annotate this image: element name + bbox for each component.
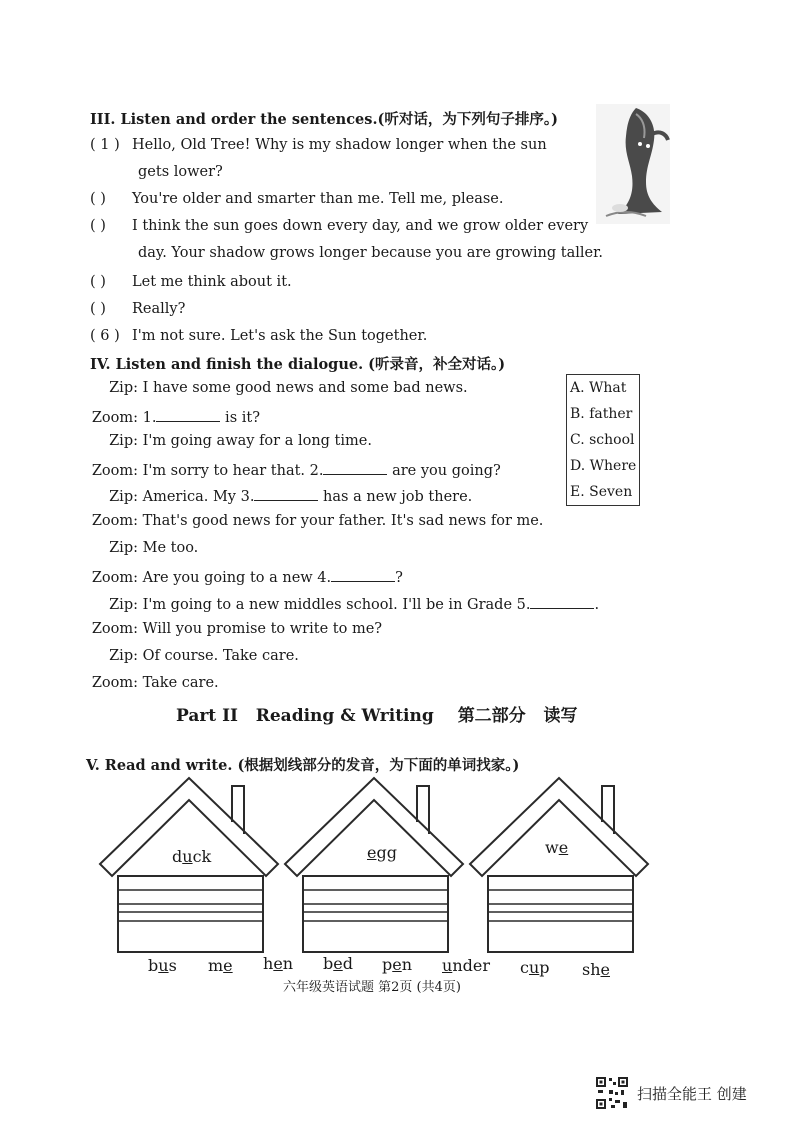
dialogue-line-3 [82, 433, 372, 449]
speaker: Zip: [109, 380, 138, 396]
dialogue-text: I'm going to a new middles school. I'll be in Grade 5. [142, 597, 531, 613]
dialogue-line-4 [82, 460, 501, 479]
blank-2[interactable] [323, 460, 387, 475]
dialogue-text: America. My 3. [142, 489, 255, 505]
options-box [566, 374, 640, 506]
order-item-6 [90, 328, 427, 344]
speaker: Zoom: [91, 513, 138, 529]
option-b: B. father [570, 406, 633, 422]
dialogue-text: 1. [142, 410, 157, 426]
qr-code-icon [595, 1076, 629, 1114]
dialogue-line-11 [82, 648, 299, 664]
dialogue-line-10 [82, 621, 382, 637]
dialogue-text: That's good news for your father. It's sad news for me. [142, 513, 544, 529]
order-item-text: Let me think about it. [132, 274, 292, 290]
dialogue-text: is it? [220, 410, 260, 426]
section-3-title: III. Listen and order the sentences.(听对话，为下列句子排序。) [90, 111, 558, 128]
order-item-4 [90, 274, 292, 290]
speaker: Zip: [109, 540, 138, 556]
blank-4[interactable] [331, 567, 395, 582]
dialogue-text: I'm sorry to hear that. 2. [142, 463, 324, 479]
order-item-3 [90, 218, 588, 234]
part-2-title-cn: 第二部分 读写 [457, 706, 578, 726]
dialogue-line-9 [82, 594, 599, 613]
blank-1[interactable] [156, 407, 220, 422]
tree-illustration [596, 104, 670, 228]
order-item-5 [90, 301, 185, 317]
blank-3[interactable] [254, 486, 318, 501]
order-item-text: I'm not sure. Let's ask the Sun together. [132, 328, 428, 344]
order-slot-3[interactable]: ( ) [90, 218, 106, 234]
section-4-title: IV. Listen and finish the dialogue. (听录音，补全对话。) [90, 356, 506, 373]
word-hen[interactable]: hen [263, 954, 294, 973]
speaker: Zip: [109, 648, 138, 664]
dialogue-line-12 [82, 675, 219, 691]
option-c: C. school [570, 432, 635, 448]
speaker: Zip: [109, 597, 138, 613]
dialogue-line-5 [82, 486, 472, 505]
speaker: Zoom: [91, 570, 138, 586]
dialogue-text: Are you going to a new 4. [142, 570, 332, 586]
word-cup[interactable]: cup [520, 958, 550, 977]
dialogue-text: . [594, 597, 600, 613]
order-item-1-cont: gets lower? [138, 164, 223, 180]
house-3 [470, 778, 648, 952]
order-slot-6[interactable]: ( 6 ) [90, 328, 120, 344]
option-d: D. Where [570, 458, 637, 474]
part-2-title-en: Part II Reading & Writing [176, 706, 434, 726]
option-a: A. What [570, 380, 627, 396]
dialogue-line-7 [82, 540, 198, 556]
dialogue-line-6 [82, 513, 543, 529]
order-item-text: You're older and smarter than me. Tell me, please. [132, 191, 504, 207]
house-label-duck: duck [172, 847, 212, 866]
word-she[interactable]: she [582, 960, 610, 979]
order-slot-5[interactable]: ( ) [90, 301, 106, 317]
section-5-title: V. Read and write. (根据划线部分的发音，为下面的单词找家。) [86, 757, 520, 774]
order-item-text: I think the sun goes down every day, and we grow older every [132, 218, 589, 234]
blank-5[interactable] [530, 594, 594, 609]
dialogue-text: I have some good news and some bad news. [142, 380, 468, 396]
speaker: Zoom: [91, 410, 138, 426]
dialogue-line-2 [82, 407, 260, 426]
houses-drawing [96, 772, 676, 962]
speaker: Zip: [109, 489, 138, 505]
scanner-watermark: 扫描全能王 创建 [637, 1085, 747, 1103]
order-slot-1[interactable]: ( 1 ) [90, 137, 120, 153]
order-item-text: Really? [132, 301, 186, 317]
dialogue-text: has a new job there. [318, 489, 473, 505]
word-pen[interactable]: pen [382, 955, 413, 974]
dialogue-text: Me too. [142, 540, 199, 556]
speaker: Zip: [109, 433, 138, 449]
dialogue-line-1 [82, 380, 468, 396]
speaker: Zoom: [91, 675, 138, 691]
word-under[interactable]: under [442, 956, 490, 975]
speaker: Zoom: [91, 621, 138, 637]
order-item-3-cont: day. Your shadow grows longer because you are growing taller. [138, 245, 604, 261]
word-bed[interactable]: bed [323, 954, 353, 973]
dialogue-text: are you going? [387, 463, 501, 479]
dialogue-text: Of course. Take care. [142, 648, 299, 664]
dialogue-text: I'm going away for a long time. [142, 433, 372, 449]
order-slot-2[interactable]: ( ) [90, 191, 106, 207]
house-2 [285, 778, 463, 952]
order-item-text: Hello, Old Tree! Why is my shadow longer when the sun [132, 137, 547, 153]
part-2-title [176, 701, 577, 726]
order-item-2 [90, 191, 504, 207]
dialogue-text: Take care. [142, 675, 219, 691]
dialogue-line-8 [82, 567, 403, 586]
house-label-egg: egg [367, 843, 397, 862]
word-me[interactable]: me [208, 956, 233, 975]
speaker: Zoom: [91, 463, 138, 479]
house-label-we: we [545, 838, 569, 857]
option-e: E. Seven [570, 484, 633, 500]
order-slot-4[interactable]: ( ) [90, 274, 106, 290]
word-bus[interactable]: bus [148, 956, 177, 975]
order-item-1 [90, 137, 547, 153]
dialogue-text: ? [395, 570, 403, 586]
page-footer: 六年级英语试题 第2页 (共4页) [283, 980, 461, 995]
dialogue-text: Will you promise to write to me? [142, 621, 383, 637]
